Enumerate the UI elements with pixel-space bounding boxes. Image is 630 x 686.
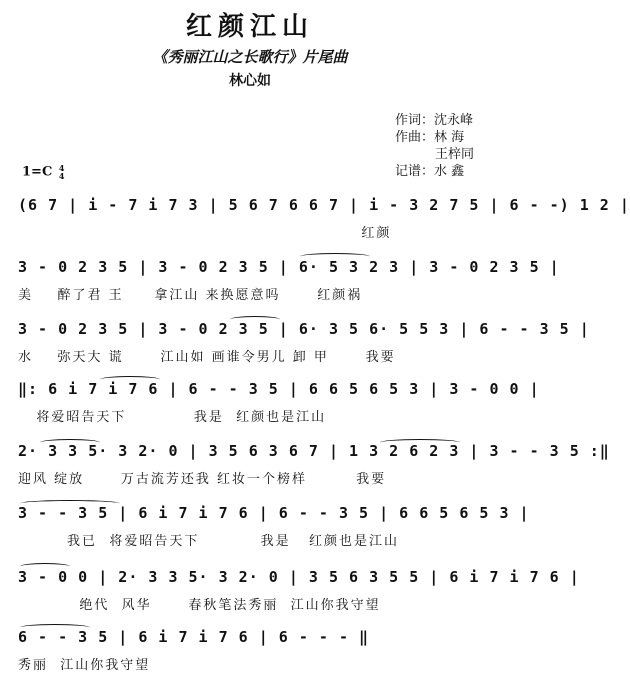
lyric-line: 绝代 风华 春秋笔法秀丽 江山你我守望 [18, 598, 381, 613]
composer-credit: 作曲：林 海 [395, 130, 465, 145]
notation-line: (6 7 | i - 7 i 7 3 | 5 6 7 6 6 7 | i - 3 2 7 5 | 6 - -) 1 2 | [18, 196, 630, 214]
singer-name: 林心如 [229, 73, 271, 89]
slur-mark [300, 253, 370, 260]
slur-mark [20, 624, 90, 631]
slur-mark [20, 563, 70, 570]
slur-mark [230, 316, 280, 323]
notation-line: 3 - 0 2 3 5 | 3 - 0 2 3 5 | 6· 5 3 2 3 | 3 - 0 2 3 5 | [18, 258, 560, 276]
notation-line: 6 - - 3 5 | 6 i 7 i 7 6 | 6 - - - ‖ [18, 628, 370, 646]
staff-row-7 [18, 568, 580, 626]
staff-row-5 [18, 442, 610, 500]
time-sig-top: 4 [58, 163, 65, 173]
song-subtitle: 《秀丽江山之长歌行》片尾曲 [152, 48, 348, 66]
lyric-line: 我已 将爱昭告天下 我是 红颜也是江山 [18, 534, 400, 549]
key-signature [22, 164, 64, 180]
notation-line: 3 - - 3 5 | 6 i 7 i 7 6 | 6 - - 3 5 | 6 6 5 6 5 3 | [18, 504, 530, 522]
lyric-line: 秀丽 江山你我守望 [18, 658, 151, 673]
time-signature [59, 164, 65, 180]
lyric-line: 将爱昭告天下 我是 红颜也是江山 [18, 410, 327, 425]
staff-row-6 [18, 504, 530, 562]
staff-row-1 [18, 196, 630, 254]
transcriber-credit: 记谱：水 鑫 [395, 164, 465, 179]
key-label: 1=C [22, 164, 53, 180]
credits-block [395, 112, 474, 180]
notation-line: 3 - 0 2 3 5 | 3 - 0 2 3 5 | 6· 3 5 6· 5 5 3 | 6 - - 3 5 | [18, 320, 590, 338]
slur-mark [40, 439, 100, 446]
song-title: 红颜江山 [185, 12, 314, 42]
staff-row-4 [18, 380, 540, 438]
lyric-line: 红颜 [18, 226, 392, 241]
lyricist-credit: 作词：沈永峰 [395, 113, 474, 128]
staff-row-2 [18, 258, 560, 316]
slur-mark [100, 376, 160, 383]
lyric-line: 美 醉了君 王 拿江山 来换愿意吗 红颜祸 [18, 288, 363, 303]
time-sig-bottom: 4 [58, 171, 65, 181]
notation-line: 3 - 0 0 | 2· 3 3 5· 3 2· 0 | 3 5 6 3 5 5 | 6 i 7 i 7 6 | [18, 568, 580, 586]
lyric-line: 水 弥天大 谎 江山如 画谁令男儿 卸 甲 我要 [18, 350, 396, 365]
notation-line: 2· 3 3 5· 3 2· 0 | 3 5 6 3 6 7 | 1 3 2 6 2 3 | 3 - - 3 5 :‖ [18, 442, 610, 460]
staff-row-8 [18, 628, 488, 686]
lyric-line: 迎风 绽放 万古流芳还我 红妆一个榜样 我要 [18, 472, 387, 487]
staff-row-3 [18, 320, 590, 378]
slur-mark [20, 500, 120, 507]
composer-credit-2: 王梓同 [435, 147, 475, 162]
notation-line: ‖: 6 i 7 i 7 6 | 6 - - 3 5 | 6 6 5 6 5 3 | 3 - 0 0 | [18, 380, 540, 398]
slur-mark [380, 439, 460, 446]
